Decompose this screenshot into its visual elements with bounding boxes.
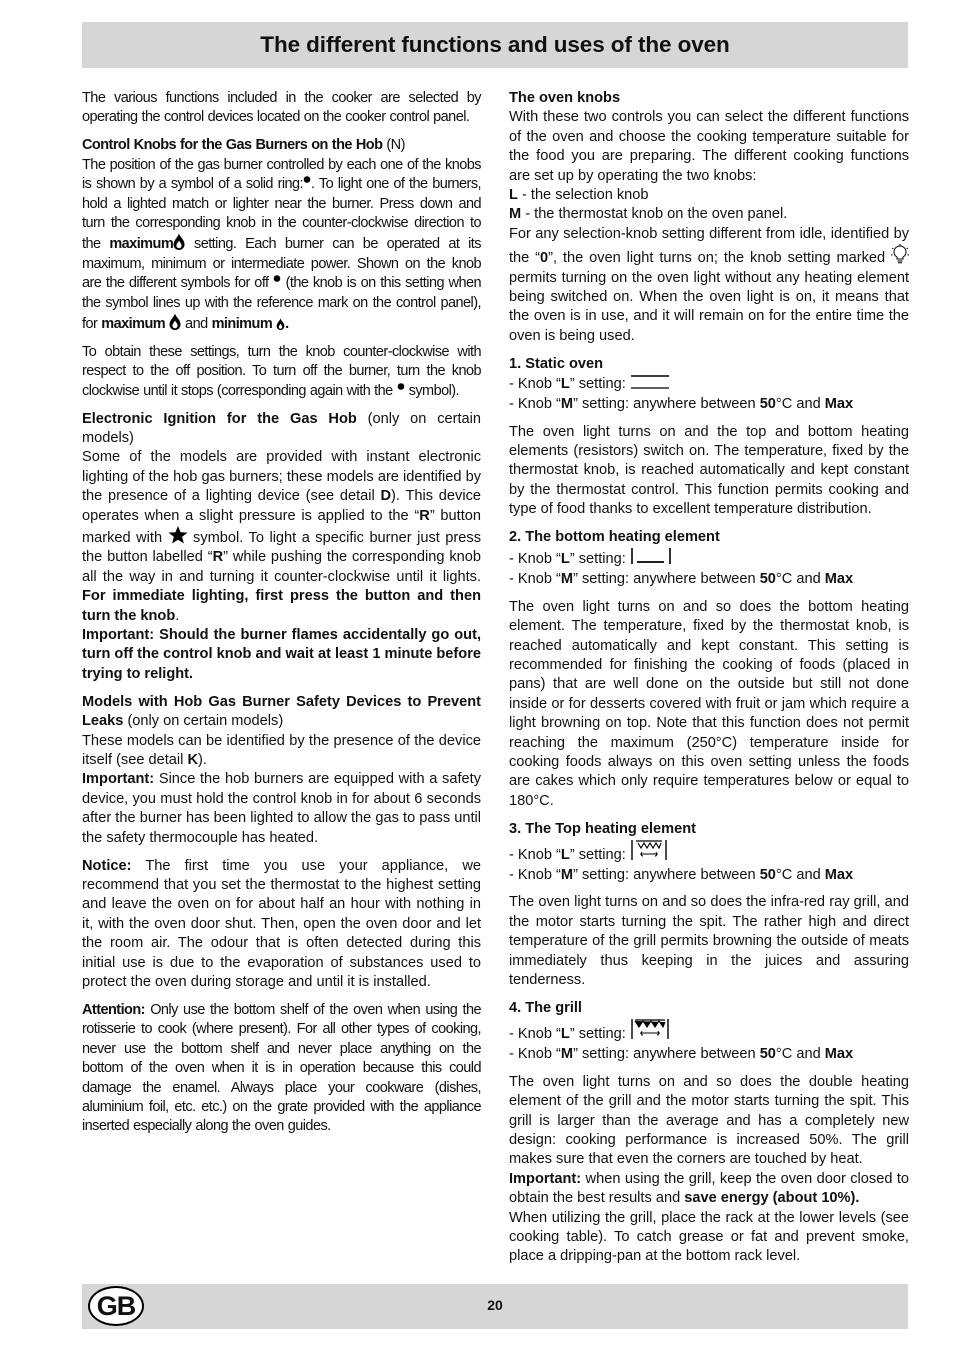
- bold-text: Max: [824, 395, 854, 412]
- bold-text: .: [285, 315, 289, 332]
- bold-text: K: [187, 752, 198, 768]
- bold-text: 50: [759, 570, 776, 587]
- static-oven-text-paragraph: [509, 423, 909, 520]
- body-text: ” while pushing the corresponding knob all the way in and turning it counter-clockwise until it lights.: [82, 549, 481, 585]
- body-text: The oven light turns on and so does the double heating element of the grill and the motor starts turning the spit. This grill is larger than the average and has a completely new design: cooking performance is increased 50%. The grill makes sure that even the corners are touched by heat.: [509, 1073, 909, 1168]
- body-text: (only on certain models): [123, 713, 284, 730]
- body-text: ” button marked with: [82, 507, 481, 547]
- body-text: - Knob “: [509, 1045, 561, 1062]
- grill-text-paragraph: [509, 1073, 909, 1267]
- bold-text: 3. The Top heating element: [509, 820, 697, 837]
- body-text: The oven light turns on and so does the bottom heating element. The temperature, fixed by the thermostat knob, is reached automatically and kept constant. This setting is recommended for finishing the cooking of foods (placed in pans) that are well done on the outside but still not done inside or for desserts covered with fruit or jam which require a light browning on top. Note that this function does not permit reaching the maximum (250°C) temperature inside for cooking foods always on this oven setting unless the foods are cakes which only require temperatures below or equal to 180°C.: [509, 598, 909, 809]
- bold-text: L: [509, 187, 518, 204]
- grill-settings-paragraph: [509, 999, 909, 1064]
- body-text: ” setting: anywhere between: [573, 395, 760, 412]
- bold-text: Important: Should the burner flames accidentally go out, turn off the control knob and wait at least 1 minute before trying to relight.: [82, 627, 481, 682]
- bold-text: 4. The grill: [509, 999, 582, 1016]
- bold-text: Max: [824, 1045, 854, 1062]
- body-text: ” setting:: [569, 551, 630, 568]
- body-text: (only on certain models): [82, 410, 481, 446]
- body-text: symbol).: [404, 382, 460, 399]
- body-text: ” setting: anywhere between: [573, 570, 760, 587]
- page-header-bar: [82, 22, 908, 68]
- body-text: ” setting: anywhere between: [573, 1045, 760, 1062]
- bold-text: 2. The bottom heating element: [509, 529, 720, 546]
- body-text: With these two controls you can select the different functions of the oven and choose the cooking temperature suitable for the food you are preparing. The different cooking functions are set up by operating the two knobs:: [509, 109, 909, 184]
- top-heating-icon: [630, 839, 668, 861]
- body-text: setting. Each burner can be operated at its maximum, minimum or intermediate power. Shown on the knob are the different symbols for off: [82, 236, 481, 292]
- solid-ring-icon: [303, 176, 311, 190]
- body-text: °C and: [775, 395, 825, 412]
- bold-text: M: [509, 206, 522, 223]
- obtain-settings-paragraph: [82, 343, 481, 401]
- body-text: ” setting:: [569, 376, 630, 393]
- body-text: ” setting:: [569, 847, 630, 864]
- left-column: [82, 89, 481, 1145]
- language-badge: GB: [88, 1286, 144, 1326]
- static-oven-settings-paragraph: [509, 355, 909, 414]
- bold-text: save energy (about 10%).: [684, 1190, 860, 1207]
- body-text: permits turning on the oven light without any heating element being switched on. When the oven light is on, it means that the oven is in use, and it will remain on for the entire time the oven is being used.: [509, 269, 909, 344]
- body-text: - Knob “: [509, 847, 561, 864]
- body-text: symbol. To light a specific burner just press the button labelled “: [82, 530, 481, 566]
- static-oven-icon: [630, 374, 670, 390]
- bold-text: Control Knobs for the Gas Burners on the Hob: [82, 137, 383, 154]
- safety-devices-paragraph: [82, 693, 481, 848]
- intro-paragraph: [82, 89, 481, 128]
- body-text: The oven light turns on and the top and bottom heating elements (resistors) switch on. The temperature, fixed by the thermostat knob, is reached automatically and kept constant by the thermostat control. This function permits cooking and type of food thanks to excellent temperature distribution.: [509, 423, 909, 518]
- oven-light-icon: [891, 244, 909, 264]
- bold-text: L: [560, 1026, 570, 1043]
- bold-text: Notice:: [82, 857, 132, 874]
- body-text: ” setting:: [569, 1026, 630, 1043]
- star-icon: [168, 526, 188, 544]
- bold-text: Max: [824, 570, 854, 587]
- body-text: These models can be identified by the presence of the device itself (see detail: [82, 732, 481, 768]
- bold-text: Max: [824, 866, 854, 883]
- body-text: . To light one of the burners, hold a lighted match or lighter near the burner. Press down and turn the corresponding knob in the counter-clockwise direction to the: [82, 176, 481, 253]
- body-text: (N): [382, 137, 405, 154]
- body-text: - Knob “: [509, 570, 561, 587]
- bold-text: R: [419, 507, 430, 524]
- solid-ring-icon: [273, 275, 281, 289]
- bold-text: Models with Hob Gas Burner Safety Devices to Prevent Leaks: [82, 693, 481, 730]
- bold-text: M: [560, 570, 574, 587]
- bold-text: 1. Static oven: [509, 355, 604, 372]
- bold-text: Important:: [509, 1170, 582, 1187]
- page-number: 20: [487, 1297, 503, 1313]
- bold-text: D: [380, 488, 392, 505]
- notice-paragraph: [82, 857, 481, 993]
- page-title: The different functions and uses of the oven: [260, 32, 730, 57]
- bold-text: R: [212, 549, 224, 566]
- body-text: ). This device operates when a slight pressure is applied to the “: [82, 488, 481, 524]
- body-text: The oven light turns on and so does the infra-red ray grill, and the motor starts turning the spit. The rather high and direct temperature of the grill permits browning the outside of meats immediately thus keeping in the juices and assuring tenderness.: [509, 894, 909, 989]
- bold-text: maximum: [101, 315, 166, 332]
- bold-text: 50: [759, 866, 776, 883]
- body-text: ” setting: anywhere between: [573, 866, 760, 883]
- bottom-heating-icon: [630, 547, 672, 565]
- body-text: °C and: [775, 570, 825, 587]
- attention-paragraph: [82, 1001, 481, 1137]
- solid-ring-icon: [397, 383, 405, 397]
- body-text: When utilizing the grill, place the rack at the lower levels (see cooking table). To catch grease or fat and prevent smoke, place a dripping-pan at the bottom rack level.: [509, 1209, 909, 1265]
- grill-icon: [630, 1018, 670, 1040]
- bold-text: Attention:: [82, 1001, 145, 1018]
- body-text: For any selection-knob setting different from idle, identified by the “: [509, 225, 909, 267]
- body-text: when using the grill, keep the oven door closed to obtain the best results and: [509, 1170, 909, 1207]
- body-text: The position of the gas burner controlled by each one of the knobs is shown by a symbol of a solid ring:: [82, 156, 481, 193]
- bold-text: Electronic Ignition for the Gas Hob: [82, 410, 357, 427]
- body-text: .: [175, 607, 180, 624]
- bold-text: For immediate lighting, first press the button and then turn the knob: [82, 588, 481, 624]
- bottom-element-text-paragraph: [509, 598, 909, 811]
- body-text: The various functions included in the cooker are selected by operating the control devices located on the cooker control panel.: [82, 90, 481, 126]
- bold-text: 50: [759, 395, 776, 412]
- body-text: °C and: [775, 866, 825, 883]
- page-footer-bar: [82, 1284, 908, 1329]
- body-text: - Knob “: [509, 1026, 561, 1043]
- body-text: To obtain these settings, turn the knob counter-clockwise with respect to the off position. To turn off the burner, turn the knob clockwise until it stops (corresponding again with the: [82, 343, 481, 399]
- body-text: The first time you use your appliance, we recommend that you set the thermostat to the highest setting and leave the oven on for about half an hour with nothing in it, with the oven door shut. Then, open the oven door and let the room air. The odour that is often detected during this initial use is due to the evaporation of substances used to protect the oven during storage and until it is installed.: [82, 857, 481, 990]
- body-text: (the knob is on this setting when the symbol lines up with the reference mark on the control panel), for: [82, 275, 481, 332]
- body-text: Since the hob burners are equipped with a safety device, you must hold the control knob in for about 6 seconds after the burner has been lighted to allow the gas to pass until the safety thermocouple has heated.: [82, 771, 481, 846]
- oven-knobs-paragraph: [509, 89, 909, 346]
- body-text: ).: [198, 752, 207, 768]
- body-text: - Knob “: [509, 395, 561, 412]
- right-column: [509, 89, 909, 1275]
- bold-text: 0: [540, 250, 549, 267]
- electronic-ignition-paragraph: [82, 410, 481, 685]
- bold-text: M: [560, 395, 574, 412]
- body-text: - Knob “: [509, 866, 561, 883]
- flame-small-icon: [276, 318, 285, 330]
- flame-large-icon: [173, 233, 185, 250]
- bottom-element-settings-paragraph: [509, 528, 909, 589]
- body-text: - Knob “: [509, 551, 561, 568]
- body-text: °C and: [775, 1045, 825, 1062]
- body-text: Only use the bottom shelf of the oven when using the rotisserie to cook (where present). For all other types of cooking, never use the bottom shelf and never place anything on the bottom of the oven when it is in operation because this could damage the enamel. Always place your cookware (dishes, aluminium foil, etc. etc.) on the grate provided with the appliance inserted especially along the oven guides.: [82, 1001, 481, 1135]
- body-text: and: [181, 315, 212, 332]
- body-text: - the thermostat knob on the oven panel.: [521, 206, 788, 223]
- body-text: Some of the models are provided with instant electronic lighting of the hob gas burners; these models are identified by the presence of a lighting device (see detail: [82, 449, 481, 505]
- bold-text: maximum: [109, 236, 174, 253]
- bold-text: Important:: [82, 771, 155, 788]
- bold-text: minimum: [211, 315, 277, 332]
- top-element-settings-paragraph: [509, 820, 909, 885]
- flame-large-icon: [169, 313, 181, 330]
- bold-text: L: [560, 551, 570, 568]
- bold-text: L: [560, 847, 570, 864]
- body-text: - the selection knob: [517, 187, 649, 204]
- bold-text: L: [560, 376, 570, 393]
- top-element-text-paragraph: [509, 893, 909, 990]
- body-text: ”, the oven light turns on; the knob setting marked: [548, 250, 891, 267]
- bold-text: 50: [759, 1045, 776, 1062]
- gas-burner-knobs-paragraph: [82, 136, 481, 334]
- bold-text: M: [560, 866, 574, 883]
- bold-text: The oven knobs: [509, 90, 621, 106]
- body-text: - Knob “: [509, 376, 561, 393]
- bold-text: M: [560, 1045, 574, 1062]
